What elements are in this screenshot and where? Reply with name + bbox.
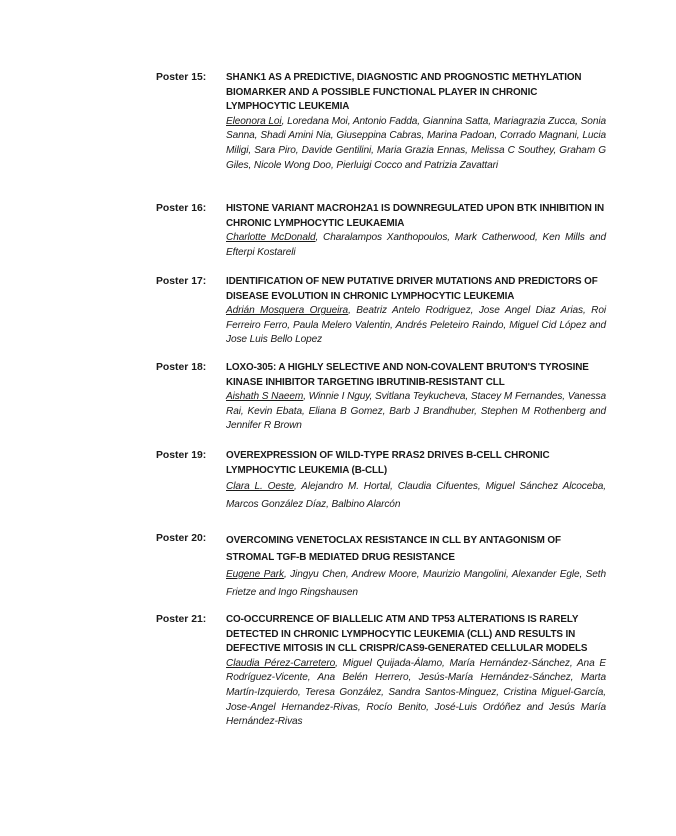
poster-number: Poster 17: <box>156 276 207 287</box>
poster-number: Poster 16: <box>156 203 207 214</box>
presenting-author: Charlotte McDonald <box>226 232 316 244</box>
poster-title: IDENTIFICATION OF NEW PUTATIVE DRIVER MUTATIONS AND PREDICTORS OF DISEASE EVOLUTION IN CHRONIC LYMPHOCYTIC LEUKEMIA <box>226 276 598 302</box>
co-authors: , Alejandro M. Hortal, Claudia Cifuentes, Miguel Sánchez Alcoceba, Marcos González Díaz, Balbino Alarcón <box>226 481 606 510</box>
poster-authors <box>226 304 606 348</box>
presenting-author: Clara L. Oeste <box>226 481 295 493</box>
poster-title: HISTONE VARIANT MACROH2A1 IS DOWNREGULATED UPON BTK INHIBITION IN CHRONIC LYMPHOCYTIC LEUKAEMIA <box>226 203 605 229</box>
co-authors: , Winnie I Nguy, Svitlana Teykucheva, Stacey M Fernandes, Vanessa Rai, Kevin Ebata, Eliana B Gomez, Barb J Brandhuber, Stephen M Rothenberg and Jennifer R Brown <box>226 391 606 432</box>
presenting-author: Eugene Park <box>226 569 284 580</box>
poster-title: CO-OCCURRENCE OF BIALLELIC ATM AND TP53 ALTERATIONS IS RARELY DETECTED IN CHRONIC LYMPHOCYTIC LEUKEMIA (CLL) AND RESULTS IN DEFECTIVE MITOSIS IN CLL CRISPR/CAS9-GENERATED CELLULAR MODELS <box>226 614 588 655</box>
poster-number: Poster 21: <box>156 614 207 625</box>
co-authors: , Charalampos Xanthopoulos, Mark Catherwood, Ken Mills and Efterpi Kostareli <box>226 232 606 258</box>
co-authors: , Loredana Moi, Antonio Fadda, Giannina Satta, Mariagrazia Zucca, Sonia Sanna, Shadi Amini Nia, Giuseppina Cabras, Marina Padoan, Corrado Magnani, Lucia Miligi, Sara Piro, Davide Gentilini, Maria Grazia Ennas, Melissa C Southey, Graham G Giles, Nicole Wong Doo, Pierluigi Cocco and Patrizia Zavattari <box>226 115 606 171</box>
poster-number: Poster 20: <box>156 533 207 544</box>
co-authors: , Miguel Quijada-Álamo, María Hernández-Sánchez, Ana E Rodríguez-Vicente, Ana Belén Herrero, Jesús-María Hernández-Sánchez, Marta Martín-Izquierdo, Teresa González, Sandra Santos-Minguez, Cristina Miguel-García, Jose-Angel Hernandez-Rivas, Rocío Benito, José-Luis Ordóñez and Jesús María Hernández-Rivas <box>226 657 606 728</box>
poster-authors <box>226 390 606 434</box>
poster-authors <box>226 566 606 601</box>
poster-number: Poster 15: <box>156 72 207 83</box>
poster-authors <box>226 657 606 730</box>
co-authors: , Jingyu Chen, Andrew Moore, Maurizio Mangolini, Alexander Egle, Seth Frietze and Ingo Ringshausen <box>226 569 606 598</box>
poster-title: SHANK1 AS A PREDICTIVE, DIAGNOSTIC AND PROGNOSTIC METHYLATION BIOMARKER AND A POSSIBLE FUNCTIONAL PLAYER IN CHRONIC LYMPHOCYTIC LEUKEMIA <box>226 72 582 113</box>
poster-number: Poster 19: <box>156 450 207 461</box>
poster-title: LOXO-305: A HIGHLY SELECTIVE AND NON-COVALENT BRUTON'S TYROSINE KINASE INHIBITOR TARGETING IBRUTINIB-RESISTANT CLL <box>226 362 589 388</box>
poster-title: OVEREXPRESSION OF WILD-TYPE RRAS2 DRIVES B-CELL CHRONIC LYMPHOCYTIC LEUKEMIA (B-CLL) <box>226 450 550 476</box>
poster-authors <box>226 115 606 173</box>
presenting-author: Eleonora Loi <box>226 115 282 127</box>
presenting-author: Claudia Pérez-Carretero <box>226 657 336 669</box>
presenting-author: Aishath S Naeem <box>226 391 304 403</box>
poster-authors <box>226 231 606 260</box>
presenting-author: Adrián Mosquera Orgueira <box>226 305 349 317</box>
co-authors: , Beatriz Antelo Rodriguez, Jose Angel Diaz Arias, Roi Ferreiro Ferro, Paula Melero Valentin, Andrés Peleteiro Raindo, Miguel Cid López and Jose Luis Bello Lopez <box>226 305 607 346</box>
poster-number: Poster 18: <box>156 362 207 373</box>
poster-title: OVERCOMING VENETOCLAX RESISTANCE IN CLL BY ANTAGONISM OF STROMAL TGF-B MEDIATED DRUG RESISTANCE <box>226 535 561 563</box>
poster-authors <box>226 478 606 513</box>
